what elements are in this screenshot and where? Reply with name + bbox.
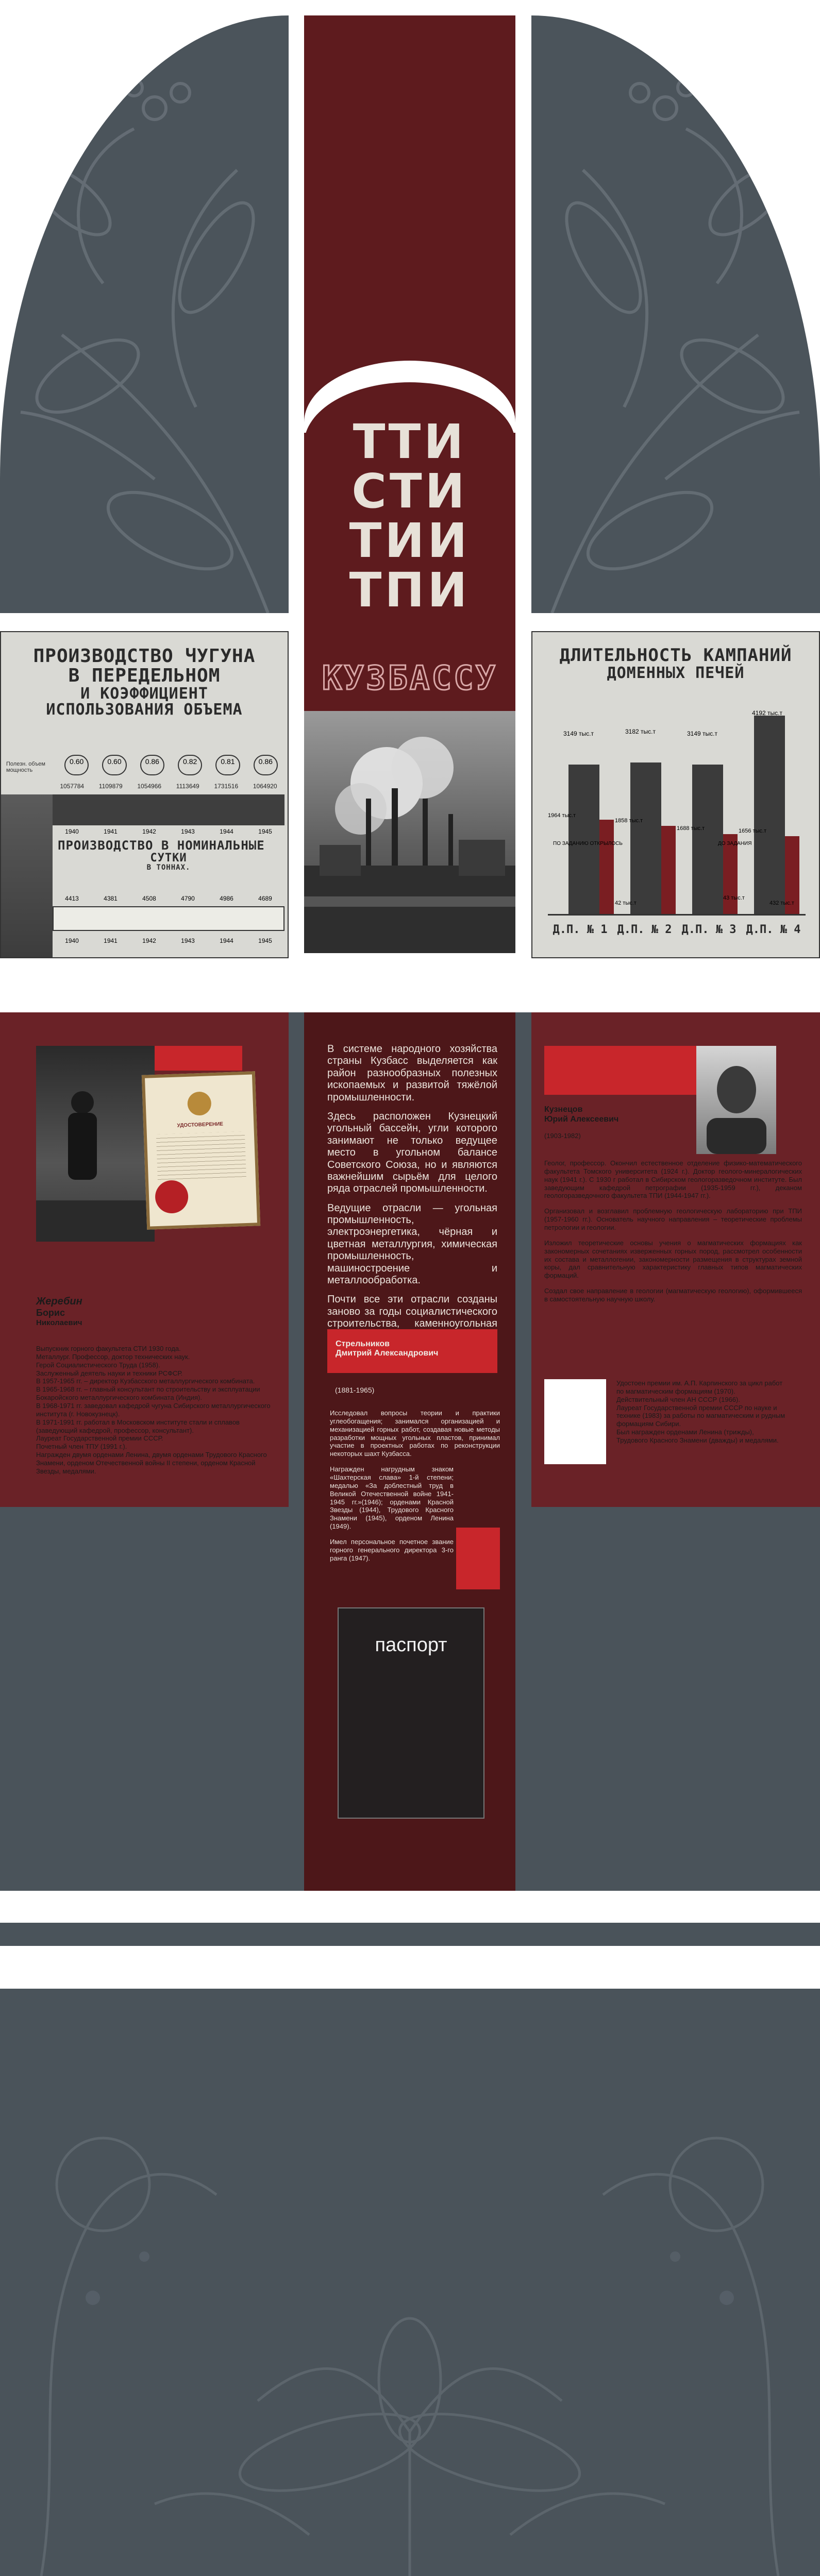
bio-line: В 1957-1965 гг. – директор Кузбасского металлургического комбината. [36, 1377, 255, 1385]
year-label: 1942 [142, 937, 156, 944]
bottom-table [53, 906, 285, 931]
furnace-bar [754, 716, 785, 914]
zherebin-card [0, 1012, 289, 1507]
top-value: 1054966 [137, 783, 162, 790]
coef-row [58, 755, 285, 775]
bar-mid-label: 1964 тыс.т [548, 812, 576, 819]
bar-mid-label: 1858 тыс.т [615, 818, 643, 824]
chart-left-title [1, 632, 288, 718]
bio-line: Герой Социалистического Труда (1958). [36, 1361, 160, 1369]
furnace-label: Д.П. № 3 [681, 923, 737, 936]
center-paragraph: Здесь расположен Кузнецкий угольный бассейн, угли которого занимают не только ведущее место в угольном балансе Советского Союза, но и являются важнейшим сырьём для целого ряда отраслей промышленности. [327, 1110, 497, 1195]
subtitle-line: СУТКИ [150, 852, 187, 865]
zherebin-bio [36, 1345, 273, 1476]
furnace-label: Д.П. № 1 [553, 923, 608, 936]
year-label: 1945 [258, 828, 272, 835]
top-values-row [53, 783, 285, 790]
bar-mid-label: 1656 тыс.т [739, 828, 767, 834]
furnace-bar [692, 765, 723, 914]
bottom-value: 4508 [142, 895, 156, 902]
chart-left-title-line: ПРОИЗВОДСТВО ЧУГУНА [33, 646, 256, 667]
left-arch-panel [0, 15, 289, 613]
center-text-block [327, 1043, 497, 1342]
right-arch-panel [531, 15, 820, 613]
furnace-mid-bar [599, 820, 614, 914]
bar-top-label: 3149 тыс.т [563, 730, 594, 737]
title-block [304, 414, 515, 618]
bottom-values-row [53, 895, 285, 902]
title-line-1: ТТИ [353, 414, 467, 469]
bio-paragraph: Геолог, профессор. Окончил естественное отделение физико-математического факультета Томского университета (1924 г.). Доктор геолого-минералогических наук (1941 г.). С 1930 г работал в Сибирском геологоразведочном институте. Был заведующим кафедрой петрографии (1935-1959 гг.), деканом геологоразведочного факультета ТПИ (1944-1947 гг.). [544, 1159, 802, 1200]
kuznetsov-years: (1903-1982) [544, 1132, 581, 1140]
furnace-bar [630, 762, 661, 914]
certificate-document [142, 1071, 260, 1229]
bio-line: Награжден двумя орденами Ленина, двумя орденами Трудового Красного Знамени, орденом Отечественной войны II степени, орденом Красной Звезды, медалями. [36, 1451, 267, 1475]
subtitle-line: ПРОИЗВОДСТВО В НОМИНАЛЬНЫЕ [58, 838, 265, 853]
wax-seal-icon [155, 1180, 189, 1214]
white-accent-block [544, 1379, 606, 1464]
chart-left-title-line: ИСПОЛЬЗОВАНИЯ ОБЪЕМА [46, 701, 243, 719]
chart-right-title-line: ДЛИТЕЛЬНОСТЬ КАМПАНИЙ [559, 645, 792, 666]
year-label: 1940 [65, 937, 79, 944]
top-bars-area [53, 794, 285, 825]
coef-value: 0.86 [254, 755, 278, 775]
name-line: Дмитрий Александрович [336, 1349, 439, 1358]
kuznetsov-card [531, 1012, 820, 1507]
name-line: Николаевич [36, 1318, 82, 1327]
region-label: КУЗБАССУ [322, 659, 498, 698]
award-line: Был награжден орденами Ленина (трижды), Трудового Красного Знамени (дважды) и медалями. [616, 1428, 779, 1445]
coef-value: 0.82 [178, 755, 202, 775]
bio-paragraph: Изложил теоретические основы учения о магматических формациях как закономерных сочетаниях изверженных горных пород, рассмотрел особенности их состава и металлогении, закономерности размещения в структурах земной коры, дал сравнительную характеристику главных типов магматических формаций. [544, 1239, 802, 1280]
chart-panel-right [531, 631, 820, 958]
award-line: Лауреат Государственной премии СССР по науке и технике (1983) за работы по магматическим и рудным формациям Сибири. [616, 1403, 785, 1428]
year-label: 1944 [220, 937, 233, 944]
bar-low-label: 432 тыс.т [769, 900, 794, 906]
red-accent-block [155, 1046, 242, 1071]
center-paragraph: В системе народного хозяйства страны Кузбасс выделяется как район разнообразных полезных ископаемых и развитой тяжёлой промышленности. [327, 1043, 497, 1103]
furnace-label: Д.П. № 2 [617, 923, 672, 936]
year-label: 1940 [65, 828, 79, 835]
coef-value: 0.86 [140, 755, 164, 775]
bio-line: Лауреат Государственной премии СССР. [36, 1434, 163, 1443]
chart-right-title [532, 632, 819, 681]
certificate-caption: УДОСТОВЕРЕНИЕ [177, 1121, 224, 1129]
bio-line: Металлург. Профессор, доктор технических наук. [36, 1352, 190, 1361]
passport-button[interactable] [338, 1607, 484, 1819]
bio-paragraph: Имел персональное почетное звание горного генерального директора 3-го ранга (1947). [330, 1538, 454, 1562]
strelnikov-red-accent [456, 1528, 500, 1589]
bio-paragraph: Награжден нагрудным знаком «Шахтерская слава» 1-й степени; медалью «За доблестный труд в Великой Отечественной войне 1941-1945 гг.»(1946); орденами Красной Звезды (1944), Трудового Красного Знамени (1945), орденом Ленина (1949). [330, 1465, 454, 1531]
years-top-row [53, 828, 285, 835]
top-value: 1731516 [214, 783, 239, 790]
year-label: 1944 [220, 828, 233, 835]
subtitle-line: В ТОННАХ. [146, 863, 191, 872]
factory-silhouette [1, 794, 53, 958]
coef-value: 0.81 [215, 755, 240, 775]
furnace-label: Д.П. № 4 [746, 923, 801, 936]
bottom-value: 4689 [258, 895, 272, 902]
center-paragraph: Ведущие отрасли — угольная промышленность, электроэнергетика, чёрная и цветная металлургия, химическая промышленность, машиностроение и металлообработка. [327, 1202, 497, 1286]
factory-illustration [304, 711, 515, 953]
kuznetsov-awards [616, 1379, 786, 1445]
chart-right-title-line: ДОМЕННЫХ ПЕЧЕЙ [607, 664, 745, 682]
kuznetsov-photo [696, 1046, 776, 1154]
furnace-mid-bar [661, 826, 676, 914]
year-label: 1943 [181, 937, 195, 944]
chart-left-subtitle [58, 839, 279, 872]
norm-label: ПО ЗАДАНИЮ ОТКРЫЛОСЬ [553, 841, 623, 846]
bio-line: В 1965-1968 гг. – главный консультант по строительству и эксплуатации Бокаройского металлургического комбината (Индия). [36, 1385, 260, 1402]
furnace-labels-row [548, 923, 806, 936]
strelnikov-name-banner [327, 1329, 497, 1373]
bio-line: В 1968-1971 гг. заведовал кафедрой чугуна Сибирского металлургического института (г. Новокузнецк). [36, 1402, 271, 1418]
years-bottom-row [53, 937, 285, 944]
furnace-bars-area [548, 709, 806, 916]
bottom-value: 4986 [220, 895, 233, 902]
certificate-lines [156, 1131, 246, 1181]
award-line: Действительный член АН СССР (1966). [616, 1395, 740, 1403]
title-line-2: СТИ [352, 464, 468, 519]
industrial-photo [304, 711, 515, 953]
bottom-floral-ornament [0, 1989, 820, 2576]
name-line: Кузнецов [544, 1105, 583, 1114]
bottom-ornament-panel [0, 1989, 820, 2576]
bar-low-label: 42 тыс.т [615, 900, 637, 906]
chart-left-title-line: В ПЕРЕДЕЛЬНОМ [68, 665, 221, 686]
white-strip [0, 1891, 820, 1923]
bar-top-label: 4192 тыс.т [752, 709, 782, 717]
bio-line: Почетный член ТПУ (1991 г.). [36, 1443, 127, 1451]
passport-label: паспорт [375, 1634, 447, 1656]
bottom-value: 4413 [65, 895, 79, 902]
top-value: 1109879 [98, 783, 123, 790]
floral-ornament-right [531, 15, 820, 613]
person-silhouette [36, 1046, 155, 1242]
bottom-value: 4790 [181, 895, 195, 902]
kuznetsov-name [544, 1105, 618, 1125]
title-line-3: ТИИ [349, 513, 471, 568]
bottom-value: 4381 [104, 895, 118, 902]
bio-paragraph: Исследовал вопросы теории и практики углеобогащения; занимался организацией и механизацией горных работ, создавая новые методы разработки мощных угольных пластов, принимал участие в проектных работах по реконструкции некоторых шахт Кузбасса. [330, 1409, 500, 1458]
certificate-emblem [145, 1074, 254, 1120]
center-paragraph: Почти все эти отрасли созданы заново за годы социалистического строительства, каменноугольная [327, 1294, 497, 1330]
name-line: Борис [36, 1308, 65, 1318]
norm-label: ДО ЗАДАНИЯ [718, 841, 752, 846]
name-line: Стрельников [336, 1340, 390, 1348]
chart-left-axis-label: Полезн. объем мощность [6, 761, 45, 773]
zherebin-name [36, 1296, 82, 1327]
bio-paragraph: Организовал и возглавил проблемную геологическую лабораторию при ТПИ (1957-1960 гг.). Основатель научного направления – теоретические проблемы петрологии и геологии. [544, 1207, 802, 1232]
bar-low-label: 43 тыс.т [723, 895, 745, 901]
emblem-icon [187, 1091, 212, 1116]
red-accent-block [544, 1046, 699, 1095]
bar-top-label: 3182 тыс.т [625, 728, 656, 735]
portrait-silhouette [696, 1046, 776, 1154]
year-label: 1943 [181, 828, 195, 835]
bio-paragraph: Создал свое направление в геологии (магматическую геологию), оформившееся в самостоятельную научную школу. [544, 1287, 802, 1303]
floral-ornament-left [0, 15, 289, 613]
bio-line: Заслуженный деятель науки и техники РСФСР. [36, 1369, 183, 1377]
coef-value: 0.60 [64, 755, 89, 775]
title-line-4: ТПИ [349, 563, 471, 618]
bio-line: В 1971-1991 гг. работал в Московском институте стали и сплавов (заведующий кафедрой, профессор, консультант). [36, 1418, 240, 1434]
top-value: 1113649 [176, 783, 199, 790]
gray-strip [0, 1923, 820, 1946]
year-label: 1942 [142, 828, 156, 835]
year-label: 1941 [104, 828, 118, 835]
region-title [304, 659, 515, 698]
chart-panel-left [0, 631, 289, 958]
year-label: 1941 [104, 937, 118, 944]
strelnikov-years: (1881-1965) [335, 1386, 375, 1394]
kuznetsov-bio [544, 1159, 802, 1303]
bar-mid-label: 1688 тыс.т [677, 825, 705, 832]
bio-line: Выпускник горного факультета СТИ 1930 года. [36, 1345, 181, 1352]
furnace-bar [568, 765, 599, 914]
coef-value: 0.60 [102, 755, 126, 775]
name-line: Юрий Алексеевич [544, 1114, 619, 1124]
year-label: 1945 [258, 937, 272, 944]
award-line: Удостоен премии им. А.П. Карпинского за цикл работ по магматическим формациям (1970). [616, 1379, 783, 1395]
zherebin-photo [36, 1046, 155, 1242]
chart-left-title-line: И КОЭФФИЦИЕНТ [80, 684, 208, 703]
top-value: 1064920 [253, 783, 277, 790]
top-value: 1057784 [60, 783, 85, 790]
bar-top-label: 3149 тыс.т [687, 730, 717, 737]
name-line: Жеребин [36, 1296, 82, 1307]
